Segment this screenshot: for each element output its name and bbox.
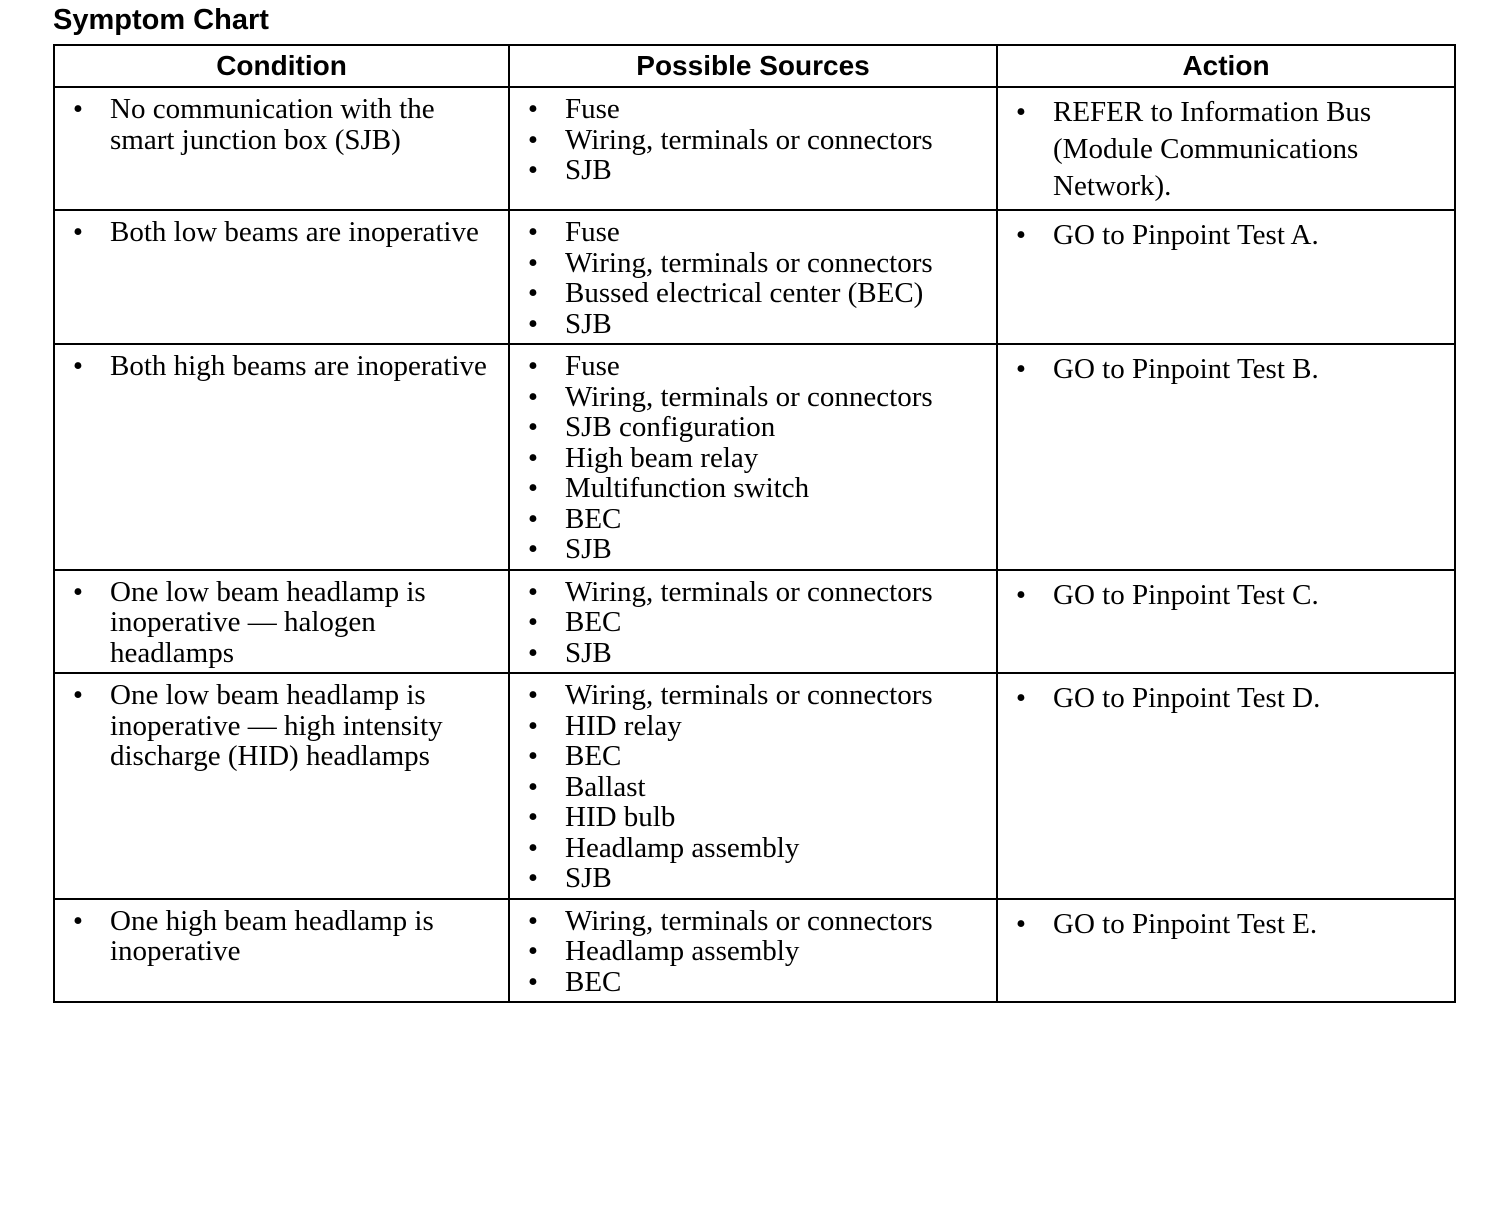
- table-row: [54, 344, 1455, 570]
- source-item: [510, 94, 996, 125]
- bullet-icon: •: [527, 472, 539, 504]
- source-item: [510, 967, 996, 998]
- column-header-action: Action: [997, 45, 1455, 87]
- action-cell: [997, 344, 1455, 570]
- bullet-icon: •: [527, 935, 539, 967]
- source-item-text: BEC: [565, 740, 622, 772]
- column-header-condition: Condition: [54, 45, 509, 87]
- sources-cell: [509, 210, 997, 344]
- bullet-icon: •: [527, 380, 539, 413]
- condition-cell: [54, 673, 509, 899]
- bullet-icon: •: [527, 709, 539, 742]
- source-item: [510, 833, 996, 864]
- source-item: [510, 473, 996, 504]
- source-item: [510, 309, 996, 340]
- table-row: [54, 570, 1455, 674]
- table-row: [54, 899, 1455, 1003]
- action-item: [998, 577, 1454, 614]
- condition-cell: [54, 344, 509, 570]
- source-item: [510, 351, 996, 382]
- action-item-text: GO to Pinpoint Test C.: [1053, 578, 1319, 611]
- condition-item: [55, 906, 508, 967]
- bullet-icon: •: [72, 575, 84, 608]
- source-item-text: BEC: [565, 965, 622, 998]
- source-item-text: Wiring, terminals or connectors: [565, 575, 933, 608]
- sources-cell: [509, 570, 997, 674]
- source-item-text: HID bulb: [565, 801, 676, 833]
- source-item-text: Multifunction switch: [565, 472, 810, 504]
- bullet-icon: •: [1015, 907, 1027, 940]
- source-item: [510, 504, 996, 535]
- bullet-icon: •: [527, 441, 539, 474]
- source-item-text: Headlamp assembly: [565, 935, 800, 967]
- source-item-text: Fuse: [565, 216, 620, 248]
- source-item: [510, 711, 996, 742]
- condition-item: [55, 680, 508, 772]
- sources-cell: [509, 344, 997, 570]
- action-item-text: GO to Pinpoint Test D.: [1053, 682, 1321, 714]
- source-item-text: Fuse: [565, 350, 620, 382]
- condition-item-text: Both low beams are inoperative: [110, 216, 479, 248]
- action-cell: [997, 87, 1455, 210]
- action-cell: [997, 210, 1455, 344]
- source-item: [510, 741, 996, 772]
- action-item-text: GO to Pinpoint Test A.: [1053, 219, 1319, 251]
- source-item-text: Ballast: [565, 770, 646, 803]
- sources-cell: [509, 899, 997, 1003]
- source-item-text: SJB: [565, 307, 612, 340]
- bullet-icon: •: [72, 904, 84, 937]
- action-item-text: GO to Pinpoint Test B.: [1053, 353, 1319, 385]
- source-item-text: Wiring, terminals or connectors: [565, 246, 933, 279]
- source-item: [510, 155, 996, 186]
- source-item: [510, 443, 996, 474]
- source-item: [510, 412, 996, 443]
- source-item: [510, 248, 996, 279]
- table-row: [54, 210, 1455, 344]
- condition-item-text: One high beam headlamp is inoperative: [110, 904, 434, 967]
- source-item-text: SJB: [565, 636, 612, 669]
- source-item-text: HID relay: [565, 709, 682, 742]
- action-item-text: GO to Pinpoint Test E.: [1053, 907, 1318, 940]
- source-item-text: BEC: [565, 606, 622, 638]
- condition-item: [55, 577, 508, 669]
- action-item-text: REFER to Information Bus (Module Communications Network).: [1053, 96, 1372, 202]
- source-item-text: SJB: [565, 862, 612, 894]
- condition-item: [55, 351, 508, 382]
- source-item: [510, 638, 996, 669]
- bullet-icon: •: [1015, 578, 1027, 611]
- bullet-icon: •: [527, 770, 539, 803]
- condition-item-text: One low beam headlamp is inoperative — halogen headlamps: [110, 575, 426, 669]
- bullet-icon: •: [527, 411, 539, 443]
- bullet-icon: •: [527, 216, 539, 248]
- bullet-icon: •: [72, 679, 84, 711]
- table-row: [54, 673, 1455, 899]
- action-item: [998, 217, 1454, 254]
- action-item: [998, 94, 1454, 205]
- bullet-icon: •: [527, 636, 539, 669]
- sources-cell: [509, 87, 997, 210]
- bullet-icon: •: [72, 350, 84, 382]
- source-item: [510, 802, 996, 833]
- condition-item-text: Both high beams are inoperative: [110, 350, 487, 382]
- source-item: [510, 863, 996, 894]
- source-item-text: Fuse: [565, 93, 620, 125]
- bullet-icon: •: [527, 502, 539, 535]
- bullet-icon: •: [527, 831, 539, 864]
- bullet-icon: •: [1015, 353, 1027, 385]
- bullet-icon: •: [1015, 682, 1027, 714]
- bullet-icon: •: [527, 862, 539, 894]
- bullet-icon: •: [527, 307, 539, 340]
- source-item-text: High beam relay: [565, 441, 759, 474]
- source-item: [510, 680, 996, 711]
- condition-item-text: One low beam headlamp is inoperative — high intensity discharge (HID) headlamps: [110, 679, 443, 772]
- source-item: [510, 607, 996, 638]
- source-item: [510, 936, 996, 967]
- source-item: [510, 772, 996, 803]
- source-item-text: Wiring, terminals or connectors: [565, 679, 933, 711]
- condition-item: [55, 94, 508, 155]
- bullet-icon: •: [527, 606, 539, 638]
- bullet-icon: •: [527, 575, 539, 608]
- sources-cell: [509, 673, 997, 899]
- source-item: [510, 577, 996, 608]
- source-item-text: BEC: [565, 502, 622, 535]
- bullet-icon: •: [527, 277, 539, 309]
- table-body: [54, 87, 1455, 1002]
- table-row: [54, 87, 1455, 210]
- source-item-text: Wiring, terminals or connectors: [565, 380, 933, 413]
- bullet-icon: •: [1015, 219, 1027, 251]
- source-item-text: Wiring, terminals or connectors: [565, 904, 933, 937]
- bullet-icon: •: [527, 679, 539, 711]
- page-title: Symptom Chart: [53, 4, 269, 36]
- source-item: [510, 217, 996, 248]
- source-item-text: SJB: [565, 533, 612, 565]
- source-item: [510, 906, 996, 937]
- bullet-icon: •: [527, 965, 539, 998]
- bullet-icon: •: [1015, 96, 1027, 128]
- source-item-text: SJB configuration: [565, 411, 776, 443]
- condition-cell: [54, 570, 509, 674]
- condition-item: [55, 217, 508, 248]
- header-row: [54, 45, 1455, 87]
- condition-cell: [54, 210, 509, 344]
- condition-cell: [54, 899, 509, 1003]
- source-item: [510, 382, 996, 413]
- condition-item-text: No communication with the smart junction box (SJB): [110, 93, 435, 156]
- source-item-text: SJB: [565, 154, 612, 186]
- action-cell: [997, 899, 1455, 1003]
- bullet-icon: •: [527, 533, 539, 565]
- source-item-text: Wiring, terminals or connectors: [565, 123, 933, 156]
- bullet-icon: •: [527, 740, 539, 772]
- source-item-text: Headlamp assembly: [565, 831, 800, 864]
- source-item: [510, 278, 996, 309]
- symptom-table: [53, 44, 1456, 1003]
- action-item: [998, 906, 1454, 943]
- condition-cell: [54, 87, 509, 210]
- source-item-text: Bussed electrical center (BEC): [565, 277, 924, 309]
- bullet-icon: •: [527, 246, 539, 279]
- action-item: [998, 351, 1454, 388]
- bullet-icon: •: [72, 216, 84, 248]
- source-item: [510, 534, 996, 565]
- source-item: [510, 125, 996, 156]
- bullet-icon: •: [527, 123, 539, 156]
- bullet-icon: •: [527, 904, 539, 937]
- bullet-icon: •: [527, 154, 539, 186]
- action-cell: [997, 673, 1455, 899]
- bullet-icon: •: [527, 93, 539, 125]
- action-cell: [997, 570, 1455, 674]
- bullet-icon: •: [527, 801, 539, 833]
- column-header-possible-sources: Possible Sources: [509, 45, 997, 87]
- bullet-icon: •: [527, 350, 539, 382]
- action-item: [998, 680, 1454, 717]
- bullet-icon: •: [72, 93, 84, 125]
